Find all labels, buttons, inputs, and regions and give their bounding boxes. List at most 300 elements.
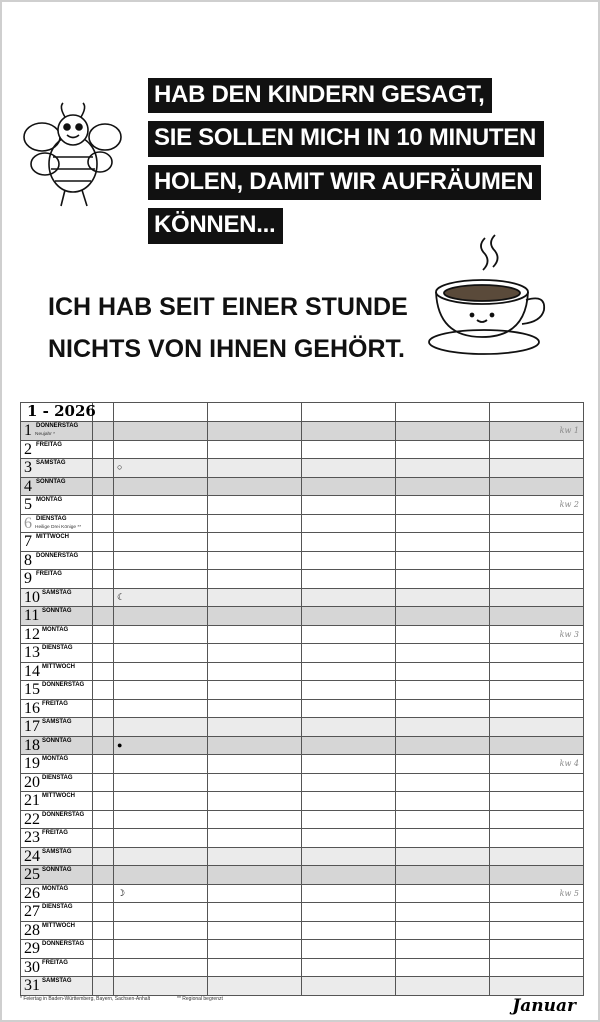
cell[interactable] <box>114 625 208 644</box>
weekday: SONNTAG <box>42 867 72 873</box>
cell[interactable] <box>490 551 584 570</box>
cell[interactable] <box>302 755 396 774</box>
day-row <box>21 810 584 829</box>
cell[interactable] <box>490 773 584 792</box>
day-cell <box>21 773 93 792</box>
cell[interactable] <box>114 662 208 681</box>
day-row <box>21 829 584 848</box>
cell[interactable] <box>208 755 302 774</box>
day-row <box>21 662 584 681</box>
cell[interactable] <box>208 440 302 459</box>
moon-phase-icon: ☽ <box>117 887 126 898</box>
quote-boxed <box>148 78 544 252</box>
day-row <box>21 736 584 755</box>
cell[interactable] <box>302 736 396 755</box>
cell[interactable] <box>490 718 584 737</box>
cell[interactable] <box>396 755 490 774</box>
day-row <box>21 533 584 552</box>
quote-line: SIE SOLLEN MICH IN 10 MINUTEN <box>148 121 544 156</box>
cell[interactable] <box>490 570 584 589</box>
cell[interactable] <box>490 810 584 829</box>
day-cell <box>21 903 93 922</box>
cell[interactable] <box>208 477 302 496</box>
day-cell <box>21 551 93 570</box>
cell[interactable] <box>396 773 490 792</box>
cell[interactable] <box>93 570 114 589</box>
cell[interactable] <box>93 921 114 940</box>
day-number: 10 <box>24 588 40 606</box>
day-row <box>21 792 584 811</box>
day-row <box>21 903 584 922</box>
day-row <box>21 459 584 478</box>
cell[interactable] <box>208 422 302 441</box>
weekday: MONTAG <box>42 885 69 892</box>
cell[interactable] <box>302 625 396 644</box>
cell[interactable] <box>396 847 490 866</box>
cell[interactable] <box>302 551 396 570</box>
weekday: MONTAG <box>42 756 69 762</box>
cell[interactable] <box>490 736 584 755</box>
cell[interactable] <box>396 940 490 959</box>
day-number: 1 <box>24 422 32 439</box>
cell[interactable] <box>114 570 208 589</box>
weekday: MITTWOCH <box>42 663 75 670</box>
month-name: Januar <box>512 996 576 1016</box>
day-row <box>21 681 584 700</box>
cell[interactable] <box>208 958 302 977</box>
day-row <box>21 940 584 959</box>
cell[interactable] <box>114 755 208 774</box>
day-number: 30 <box>24 958 40 976</box>
cell[interactable] <box>208 496 302 515</box>
cell[interactable] <box>114 773 208 792</box>
cell[interactable] <box>114 847 208 866</box>
cell[interactable] <box>93 773 114 792</box>
cell[interactable] <box>208 533 302 552</box>
day-cell <box>21 829 93 848</box>
cell[interactable] <box>93 477 114 496</box>
day-cell <box>21 921 93 940</box>
cell[interactable] <box>302 403 396 422</box>
day-cell <box>21 459 93 478</box>
cell[interactable] <box>208 662 302 681</box>
day-cell <box>21 792 93 811</box>
bee-illustration <box>20 102 125 222</box>
cell[interactable] <box>114 644 208 663</box>
day-number: 31 <box>24 977 40 994</box>
cell[interactable] <box>396 718 490 737</box>
cell[interactable] <box>490 440 584 459</box>
moon-phase-icon: ☾ <box>117 591 126 602</box>
quote-line: ICH HAB SEIT EINER STUNDE <box>48 293 408 321</box>
cell[interactable] <box>302 884 396 903</box>
cell[interactable] <box>302 514 396 533</box>
moon-phase-icon: ● <box>117 739 123 750</box>
weekday: SAMSTAG <box>42 719 72 725</box>
weekday: FREITAG <box>36 441 62 448</box>
week-number: kw 2 <box>559 500 579 509</box>
cell[interactable] <box>490 866 584 885</box>
cell[interactable] <box>490 681 584 700</box>
cell[interactable] <box>490 459 584 478</box>
cell[interactable] <box>93 533 114 552</box>
cell[interactable] <box>396 866 490 885</box>
cell[interactable] <box>490 644 584 663</box>
cell[interactable] <box>302 810 396 829</box>
cell[interactable] <box>208 977 302 996</box>
cell[interactable] <box>93 977 114 996</box>
weekday: DONNERSTAG <box>42 941 85 947</box>
cell[interactable] <box>93 810 114 829</box>
day-number: 7 <box>24 533 32 550</box>
cell[interactable] <box>396 625 490 644</box>
cell[interactable] <box>114 422 208 441</box>
cell[interactable] <box>302 977 396 996</box>
cell[interactable] <box>396 440 490 459</box>
cell[interactable] <box>208 644 302 663</box>
day-row <box>21 588 584 607</box>
cell[interactable] <box>93 792 114 811</box>
cell[interactable] <box>93 422 114 441</box>
cell[interactable] <box>208 829 302 848</box>
day-row <box>21 884 584 903</box>
day-row <box>21 607 584 626</box>
day-number: 5 <box>24 496 32 513</box>
cell[interactable] <box>302 958 396 977</box>
cell[interactable] <box>396 551 490 570</box>
cell[interactable] <box>302 866 396 885</box>
cell[interactable] <box>302 718 396 737</box>
day-number: 24 <box>24 847 40 865</box>
day-cell <box>21 422 93 441</box>
cell[interactable] <box>114 977 208 996</box>
cell[interactable] <box>93 829 114 848</box>
weekday: FREITAG <box>36 571 62 577</box>
cell[interactable] <box>93 496 114 515</box>
cell[interactable] <box>490 588 584 607</box>
cell[interactable] <box>302 662 396 681</box>
cell[interactable] <box>490 699 584 718</box>
cell[interactable] <box>302 699 396 718</box>
cell[interactable] <box>93 884 114 903</box>
cell[interactable] <box>114 459 208 478</box>
day-row <box>21 718 584 737</box>
cell[interactable] <box>114 477 208 496</box>
weekday: DIENSTAG <box>36 515 67 522</box>
day-cell <box>21 755 93 774</box>
cell[interactable] <box>208 866 302 885</box>
cell[interactable] <box>93 940 114 959</box>
cell[interactable] <box>490 977 584 996</box>
cell[interactable] <box>302 829 396 848</box>
cell[interactable] <box>208 921 302 940</box>
day-cell <box>21 736 93 755</box>
cell[interactable] <box>396 699 490 718</box>
cell[interactable] <box>114 403 208 422</box>
cell[interactable] <box>93 866 114 885</box>
cell[interactable] <box>490 496 584 515</box>
weekday: DONNERSTAG <box>36 423 79 429</box>
cell[interactable] <box>93 514 114 533</box>
day-number: 13 <box>24 644 40 661</box>
cell[interactable] <box>490 607 584 626</box>
cell[interactable] <box>93 403 114 422</box>
cell[interactable] <box>302 496 396 515</box>
weekday: SAMSTAG <box>36 460 66 466</box>
cell[interactable] <box>490 625 584 644</box>
cell[interactable] <box>93 755 114 774</box>
cell[interactable] <box>114 958 208 977</box>
day-cell <box>21 625 93 644</box>
cell[interactable] <box>208 773 302 792</box>
weekday: DONNERSTAG <box>42 682 85 688</box>
cell[interactable] <box>490 533 584 552</box>
day-cell <box>21 718 93 737</box>
week-number: kw 4 <box>559 759 579 768</box>
cell[interactable] <box>114 884 208 903</box>
calendar-header-row <box>21 403 584 422</box>
cell[interactable] <box>490 477 584 496</box>
cell[interactable] <box>208 847 302 866</box>
weekday: MITTWOCH <box>42 793 75 799</box>
weekday: SONNTAG <box>42 737 72 744</box>
cell[interactable] <box>208 681 302 700</box>
cell[interactable] <box>302 681 396 700</box>
cell[interactable] <box>396 459 490 478</box>
cell[interactable] <box>93 958 114 977</box>
cell[interactable] <box>208 903 302 922</box>
day-number: 8 <box>24 551 32 569</box>
cell[interactable] <box>114 607 208 626</box>
cell[interactable] <box>114 718 208 737</box>
cell[interactable] <box>93 718 114 737</box>
weekday: FREITAG <box>42 830 68 836</box>
day-cell <box>21 644 93 663</box>
week-number: kw 3 <box>559 629 579 639</box>
cell[interactable] <box>114 588 208 607</box>
cell[interactable] <box>208 459 302 478</box>
quote-plain <box>48 286 408 370</box>
day-row <box>21 847 584 866</box>
day-number: 22 <box>24 810 40 828</box>
day-number: 26 <box>24 884 40 902</box>
day-row <box>21 625 584 644</box>
cell[interactable] <box>114 829 208 848</box>
cell[interactable] <box>490 958 584 977</box>
day-row <box>21 570 584 589</box>
cell[interactable] <box>208 718 302 737</box>
day-row <box>21 644 584 663</box>
day-cell <box>21 607 93 626</box>
day-number: 25 <box>24 866 40 883</box>
cell[interactable] <box>114 551 208 570</box>
day-number: 27 <box>24 903 40 920</box>
cell[interactable] <box>208 625 302 644</box>
cell[interactable] <box>208 940 302 959</box>
cell[interactable] <box>302 792 396 811</box>
quote-line: KÖNNEN... <box>148 208 283 243</box>
cell[interactable] <box>93 551 114 570</box>
cell[interactable] <box>93 903 114 922</box>
cell[interactable] <box>208 514 302 533</box>
cell[interactable] <box>490 755 584 774</box>
cell[interactable] <box>396 514 490 533</box>
cell[interactable] <box>114 496 208 515</box>
cell[interactable] <box>114 533 208 552</box>
cell[interactable] <box>114 681 208 700</box>
cell[interactable] <box>396 921 490 940</box>
cell[interactable] <box>490 847 584 866</box>
cell[interactable] <box>114 921 208 940</box>
day-row <box>21 921 584 940</box>
cell[interactable] <box>490 903 584 922</box>
cell[interactable] <box>302 773 396 792</box>
weekday: FREITAG <box>42 959 68 966</box>
cell[interactable] <box>93 607 114 626</box>
cell[interactable] <box>208 884 302 903</box>
cell[interactable] <box>396 403 490 422</box>
cell[interactable] <box>114 514 208 533</box>
cell[interactable] <box>396 422 490 441</box>
day-number: 12 <box>24 625 40 643</box>
cell[interactable] <box>396 958 490 977</box>
day-cell <box>21 440 93 459</box>
cell[interactable] <box>93 459 114 478</box>
cell[interactable] <box>93 644 114 663</box>
cell[interactable] <box>396 977 490 996</box>
day-number: 21 <box>24 792 40 809</box>
day-row <box>21 755 584 774</box>
cell[interactable] <box>396 644 490 663</box>
cell[interactable] <box>396 681 490 700</box>
cell[interactable] <box>490 884 584 903</box>
cell[interactable] <box>208 810 302 829</box>
cell[interactable] <box>396 607 490 626</box>
cell[interactable] <box>490 829 584 848</box>
cell[interactable] <box>93 681 114 700</box>
cell[interactable] <box>114 440 208 459</box>
cell[interactable] <box>396 792 490 811</box>
cell[interactable] <box>396 736 490 755</box>
cell[interactable] <box>208 588 302 607</box>
cell[interactable] <box>396 829 490 848</box>
day-row <box>21 866 584 885</box>
cell[interactable] <box>396 884 490 903</box>
day-row <box>21 496 584 515</box>
day-number: 4 <box>24 477 32 495</box>
cell[interactable] <box>208 551 302 570</box>
cell[interactable] <box>302 921 396 940</box>
weekday: SONNTAG <box>42 608 72 614</box>
cell[interactable] <box>302 903 396 922</box>
cell[interactable] <box>114 940 208 959</box>
cell[interactable] <box>490 514 584 533</box>
quote-line: HOLEN, DAMIT WIR AUFRÄUMEN <box>148 165 541 200</box>
cell[interactable] <box>302 607 396 626</box>
cell[interactable] <box>114 903 208 922</box>
day-cell <box>21 570 93 589</box>
cell[interactable] <box>114 792 208 811</box>
day-number: 9 <box>24 570 32 587</box>
cell[interactable] <box>93 662 114 681</box>
cell[interactable] <box>396 496 490 515</box>
cell[interactable] <box>396 810 490 829</box>
weekday: DIENSTAG <box>42 774 73 781</box>
day-row <box>21 514 584 533</box>
cell[interactable] <box>490 940 584 959</box>
cell[interactable] <box>208 403 302 422</box>
cell[interactable] <box>93 699 114 718</box>
cell[interactable] <box>114 699 208 718</box>
cell[interactable] <box>208 607 302 626</box>
cell[interactable] <box>396 477 490 496</box>
cell[interactable] <box>302 422 396 441</box>
day-cell <box>21 977 93 996</box>
cell[interactable] <box>302 847 396 866</box>
cell[interactable] <box>396 570 490 589</box>
day-cell <box>21 958 93 977</box>
cell[interactable] <box>114 736 208 755</box>
cell[interactable] <box>208 736 302 755</box>
cell[interactable] <box>302 644 396 663</box>
day-cell <box>21 847 93 866</box>
cell[interactable] <box>208 699 302 718</box>
cell[interactable] <box>208 792 302 811</box>
cell[interactable] <box>93 736 114 755</box>
weekday: SAMSTAG <box>42 848 72 855</box>
day-cell <box>21 588 93 607</box>
day-number: 11 <box>24 607 40 624</box>
cell[interactable] <box>93 625 114 644</box>
cell[interactable] <box>114 810 208 829</box>
day-row <box>21 551 584 570</box>
cell[interactable] <box>490 422 584 441</box>
cell[interactable] <box>302 459 396 478</box>
cell[interactable] <box>302 440 396 459</box>
cell[interactable] <box>396 533 490 552</box>
cell[interactable] <box>208 570 302 589</box>
cell[interactable] <box>93 588 114 607</box>
cell[interactable] <box>302 588 396 607</box>
cell[interactable] <box>396 903 490 922</box>
cell[interactable] <box>302 940 396 959</box>
cell[interactable] <box>490 403 584 422</box>
day-cell <box>21 810 93 829</box>
cell[interactable] <box>490 792 584 811</box>
day-number: 19 <box>24 755 40 772</box>
week-number: kw 1 <box>559 426 579 435</box>
day-cell <box>21 866 93 885</box>
cell[interactable] <box>93 847 114 866</box>
day-number: 16 <box>24 699 40 717</box>
cell[interactable] <box>396 588 490 607</box>
footnote-holiday: * Feiertag in Baden-Württemberg, Bayern, Sachsen-Anhalt <box>20 996 151 1002</box>
day-row <box>21 958 584 977</box>
cell[interactable] <box>490 662 584 681</box>
cell[interactable] <box>490 921 584 940</box>
cell[interactable] <box>396 662 490 681</box>
cell[interactable] <box>93 440 114 459</box>
day-number: 2 <box>24 440 32 458</box>
cell[interactable] <box>302 533 396 552</box>
cell[interactable] <box>114 866 208 885</box>
cell[interactable] <box>302 477 396 496</box>
cell[interactable] <box>302 570 396 589</box>
day-number: 29 <box>24 940 40 957</box>
day-row <box>21 773 584 792</box>
day-number: 20 <box>24 773 40 791</box>
day-cell <box>21 533 93 552</box>
